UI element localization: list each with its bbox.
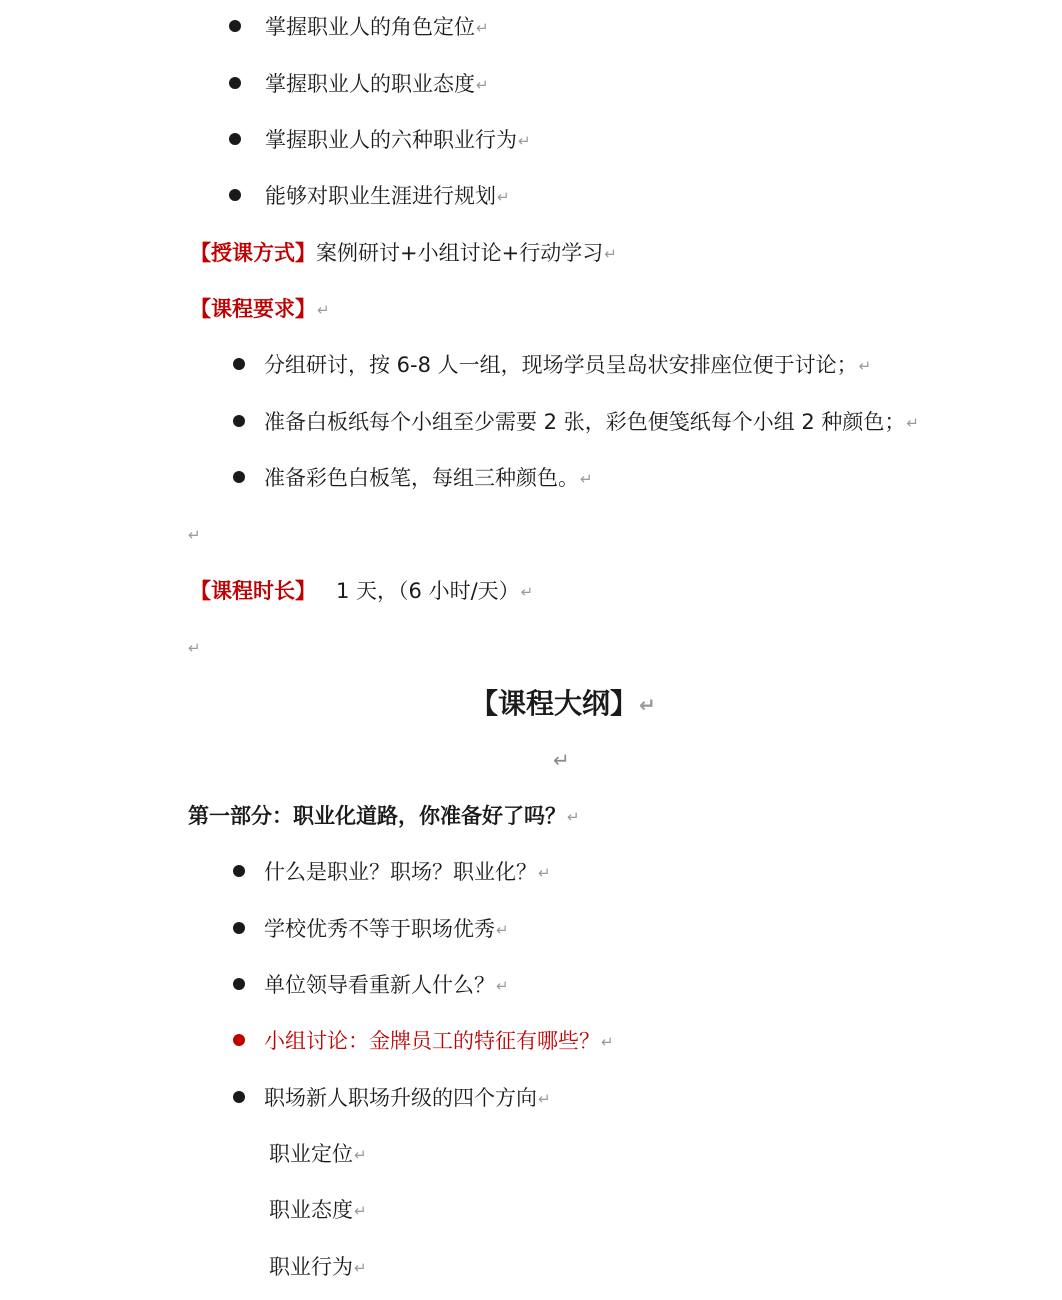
objective-text: 掌握职业人的职业态度↵ <box>265 72 489 96</box>
bullet-dot-icon <box>229 20 241 32</box>
duration-value: 1 天，（6 小时/天） <box>336 579 520 603</box>
bullet-dot-icon <box>233 978 245 990</box>
teaching-method-value: 案例研讨+小组讨论+行动学习 <box>316 241 604 265</box>
part1-item-text: 单位领导看重新人什么？↵ <box>264 973 509 997</box>
objective-text: 能够对职业生涯进行规划↵ <box>265 184 510 208</box>
paragraph-mark-icon: ↵ <box>580 470 593 488</box>
requirement-text: 准备彩色白板笔，每组三种颜色。↵ <box>264 466 593 490</box>
bullet-dot-icon <box>233 1091 245 1103</box>
duration-label: 【课程时长】 <box>190 579 316 603</box>
bullet-dot-icon <box>233 1034 245 1046</box>
objective-text: 掌握职业人的角色定位↵ <box>265 15 489 39</box>
requirements-label: 【课程要求】 <box>190 297 316 321</box>
bullet-dot-icon <box>229 133 241 145</box>
paragraph-mark-icon: ↵ <box>497 188 510 206</box>
paragraph-mark-icon: ↵ <box>858 357 872 375</box>
bullet-dot-icon <box>233 358 245 370</box>
empty-paragraph <box>187 633 201 662</box>
paragraph-mark-icon: ↵ <box>601 1033 614 1051</box>
empty-paragraph <box>187 520 201 549</box>
paragraph-mark-icon: ↵ <box>518 132 531 150</box>
teaching-method-line <box>190 239 617 268</box>
paragraph-mark-icon: ↵ <box>538 864 551 882</box>
paragraph-mark-icon: ↵ <box>906 414 919 432</box>
paragraph-mark-icon: ↵ <box>604 245 617 263</box>
direction-item: 职业行为↵ <box>269 1255 367 1279</box>
part1-item-text: 什么是职业？职场？职业化？↵ <box>264 860 551 884</box>
paragraph-mark-icon: ↵ <box>496 921 509 939</box>
paragraph-mark-icon: ↵ <box>553 748 570 772</box>
paragraph-mark-icon: ↵ <box>496 977 509 995</box>
paragraph-mark-icon: ↵ <box>520 583 534 601</box>
paragraph-mark-icon: ↵ <box>354 1259 367 1277</box>
paragraph-mark-icon: ↵ <box>639 693 656 717</box>
paragraph-mark-icon: ↵ <box>354 1202 367 1220</box>
paragraph-mark-icon: ↵ <box>538 1090 551 1108</box>
bullet-dot-icon <box>229 189 241 201</box>
outline-title: 【课程大纲】↵ <box>470 687 656 720</box>
bullet-dot-icon <box>233 415 245 427</box>
requirement-text: 准备白板纸每个小组至少需要 2 张，彩色便笺纸每个小组 2 种颜色；↵ <box>264 410 919 434</box>
objective-text: 掌握职业人的六种职业行为↵ <box>265 128 531 152</box>
direction-item: 职业定位↵ <box>269 1142 367 1166</box>
requirements-line <box>190 295 330 324</box>
part1-item-text: 小组讨论：金牌员工的特征有哪些？↵ <box>264 1029 614 1053</box>
part1-heading: 第一部分：职业化道路，你准备好了吗？↵ <box>188 804 580 828</box>
duration-line <box>190 577 533 606</box>
paragraph-mark-icon: ↵ <box>188 526 201 544</box>
paragraph-mark-icon: ↵ <box>567 808 580 826</box>
direction-item: 职业态度↵ <box>269 1198 367 1222</box>
paragraph-mark-icon: ↵ <box>188 639 201 657</box>
paragraph-mark-icon: ↵ <box>354 1146 367 1164</box>
part1-item-text: 学校优秀不等于职场优秀↵ <box>264 917 509 941</box>
part1-item-text: 职场新人职场升级的四个方向↵ <box>264 1086 551 1110</box>
empty-centered-paragraph <box>553 746 570 774</box>
teaching-method-label: 【授课方式】 <box>190 241 316 265</box>
paragraph-mark-icon: ↵ <box>476 76 489 94</box>
requirement-text: 分组研讨，按 6-8 人一组，现场学员呈岛状安排座位便于讨论；↵ <box>264 353 872 377</box>
paragraph-mark-icon: ↵ <box>476 19 489 37</box>
bullet-dot-icon <box>233 922 245 934</box>
paragraph-mark-icon: ↵ <box>317 301 330 319</box>
bullet-dot-icon <box>233 865 245 877</box>
bullet-dot-icon <box>229 77 241 89</box>
bullet-dot-icon <box>233 471 245 483</box>
